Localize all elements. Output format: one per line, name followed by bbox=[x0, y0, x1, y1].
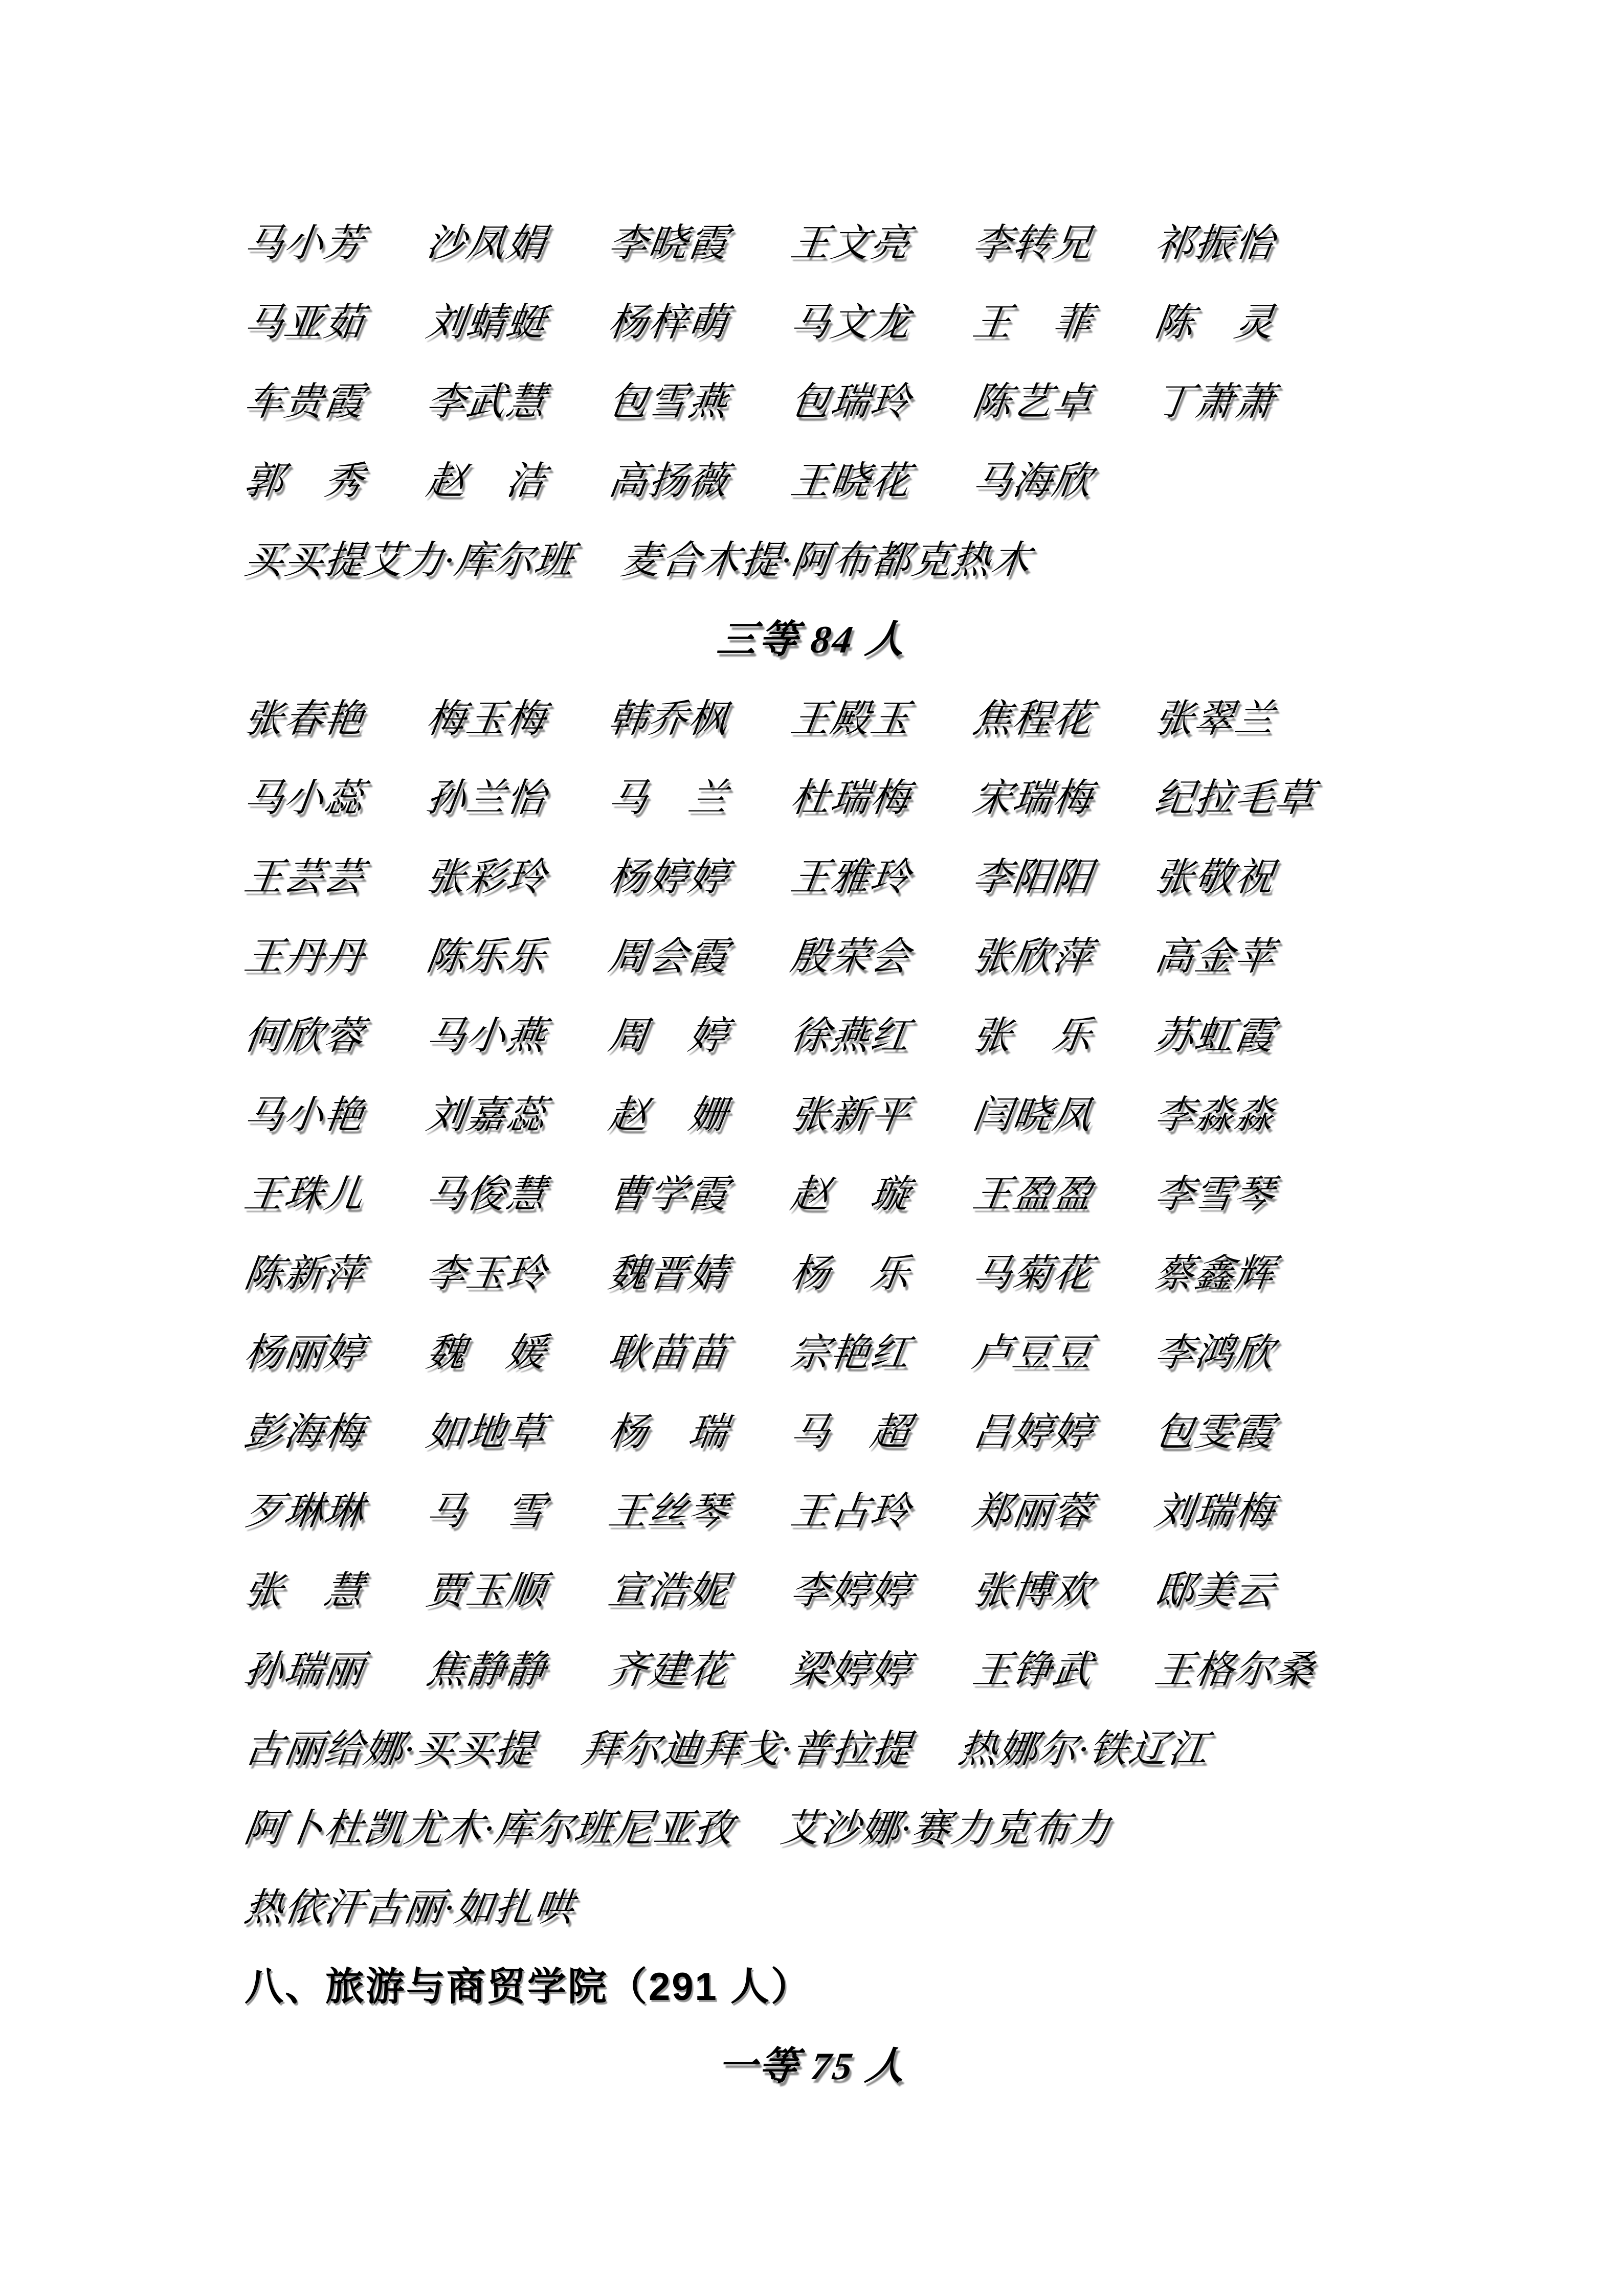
person-name: 古丽给娜·买买提 bbox=[241, 1727, 538, 1771]
person-name: 闫晓凤 bbox=[970, 1093, 1096, 1137]
person-name: 李淼淼 bbox=[1152, 1093, 1278, 1137]
person-name: 王芸芸 bbox=[241, 856, 367, 899]
person-name: 曹学霞 bbox=[606, 1173, 731, 1216]
person-name: 赵 璇 bbox=[788, 1173, 914, 1216]
person-name: 周会霞 bbox=[606, 935, 731, 978]
person-name: 陈新萍 bbox=[241, 1252, 367, 1295]
person-name: 包雪燕 bbox=[606, 380, 731, 423]
person-name: 张翠兰 bbox=[1152, 697, 1278, 740]
person-name: 王晓花 bbox=[788, 459, 914, 503]
tier-heading: 一等 75 人 bbox=[714, 2044, 910, 2088]
person-name: 徐燕红 bbox=[788, 1014, 914, 1057]
person-name: 杜瑞梅 bbox=[788, 776, 914, 820]
person-name: 魏晋婧 bbox=[606, 1252, 731, 1295]
long-name-row bbox=[241, 1709, 1380, 1789]
person-name: 邸美云 bbox=[1152, 1569, 1278, 1612]
person-name: 李玉玲 bbox=[424, 1252, 549, 1295]
person-name: 马小芳 bbox=[241, 221, 367, 265]
person-name: 王丝琴 bbox=[606, 1490, 731, 1533]
person-name: 张彩玲 bbox=[424, 856, 549, 899]
person-name: 宋瑞梅 bbox=[970, 776, 1096, 820]
name-row bbox=[241, 758, 1380, 838]
person-name: 王占玲 bbox=[788, 1490, 914, 1533]
person-name: 纪拉毛草 bbox=[1152, 776, 1318, 820]
person-name: 买买提艾力·库尔班 bbox=[241, 538, 577, 582]
person-name: 杨丽婷 bbox=[241, 1331, 367, 1375]
person-name: 丁萧萧 bbox=[1152, 380, 1278, 423]
person-name: 张博欢 bbox=[970, 1569, 1096, 1612]
person-name: 杨 乐 bbox=[788, 1252, 914, 1295]
person-name: 吕婷婷 bbox=[970, 1410, 1096, 1454]
person-name: 王盈盈 bbox=[970, 1173, 1096, 1216]
person-name: 宣浩妮 bbox=[606, 1569, 731, 1612]
person-name: 杨婷婷 bbox=[606, 856, 731, 899]
name-row bbox=[241, 1234, 1380, 1313]
person-name: 孙兰怡 bbox=[424, 776, 549, 820]
person-name: 贾玉顺 bbox=[424, 1569, 549, 1612]
person-name: 齐建花 bbox=[606, 1648, 731, 1692]
person-name: 马亚茹 bbox=[241, 301, 367, 344]
person-name: 歹琳琳 bbox=[241, 1490, 367, 1533]
name-row bbox=[241, 1551, 1380, 1630]
person-name: 马小蕊 bbox=[241, 776, 367, 820]
person-name: 郭 秀 bbox=[241, 459, 367, 503]
person-name: 李转兄 bbox=[970, 221, 1096, 265]
person-name: 孙瑞丽 bbox=[241, 1648, 367, 1692]
name-row bbox=[241, 1472, 1380, 1551]
person-name: 王格尔桑 bbox=[1152, 1648, 1318, 1692]
person-name: 王殿玉 bbox=[788, 697, 914, 740]
person-name: 刘蜻蜓 bbox=[424, 301, 549, 344]
tier-heading-row bbox=[244, 2027, 1380, 2106]
long-name-row bbox=[241, 1868, 1380, 1947]
name-row bbox=[241, 838, 1380, 917]
name-row bbox=[241, 283, 1380, 362]
person-name: 李雪琴 bbox=[1152, 1173, 1278, 1216]
person-name: 赵 姗 bbox=[606, 1093, 731, 1137]
name-row bbox=[241, 1392, 1380, 1472]
person-name: 马 雪 bbox=[424, 1490, 549, 1533]
person-name: 包雯霞 bbox=[1152, 1410, 1278, 1454]
tier-heading-row bbox=[244, 600, 1380, 679]
tier-heading: 三等 84 人 bbox=[714, 618, 910, 661]
person-name: 张 乐 bbox=[970, 1014, 1096, 1057]
person-name: 马俊慧 bbox=[424, 1173, 549, 1216]
person-name: 张敬祝 bbox=[1152, 856, 1278, 899]
person-name: 车贵霞 bbox=[241, 380, 367, 423]
person-name: 张新平 bbox=[788, 1093, 914, 1137]
person-name: 沙凤娟 bbox=[424, 221, 549, 265]
person-name: 陈 灵 bbox=[1152, 301, 1278, 344]
person-name: 高扬薇 bbox=[606, 459, 731, 503]
person-name: 王铮武 bbox=[970, 1648, 1096, 1692]
name-row bbox=[241, 362, 1380, 441]
person-name: 马菊花 bbox=[970, 1252, 1096, 1295]
person-name: 马 兰 bbox=[606, 776, 731, 820]
person-name: 周 婷 bbox=[606, 1014, 731, 1057]
person-name: 高金苹 bbox=[1152, 935, 1278, 978]
person-name: 马小艳 bbox=[241, 1093, 367, 1137]
section-heading: 八、旅游与商贸学院（291 人） bbox=[244, 1965, 811, 2009]
person-name: 李阳阳 bbox=[970, 856, 1096, 899]
person-name: 殷荣会 bbox=[788, 935, 914, 978]
person-name: 热依汗古丽·如扎哄 bbox=[241, 1886, 577, 1929]
name-row bbox=[241, 1313, 1380, 1392]
person-name: 李婷婷 bbox=[788, 1569, 914, 1612]
person-name: 张春艳 bbox=[241, 697, 367, 740]
person-name: 陈乐乐 bbox=[424, 935, 549, 978]
document-content bbox=[241, 204, 1380, 2106]
person-name: 艾沙娜·赛力克布力 bbox=[778, 1807, 1114, 1850]
person-name: 耿苗苗 bbox=[606, 1331, 731, 1375]
person-name: 拜尔迪拜戈·普拉提 bbox=[579, 1727, 915, 1771]
person-name: 王雅玲 bbox=[788, 856, 914, 899]
person-name: 麦合木提·阿布都克热木 bbox=[618, 538, 1034, 582]
person-name: 何欣蓉 bbox=[241, 1014, 367, 1057]
name-row bbox=[241, 996, 1380, 1075]
person-name: 张欣萍 bbox=[970, 935, 1096, 978]
person-name: 杨梓萌 bbox=[606, 301, 731, 344]
person-name: 王 菲 bbox=[970, 301, 1096, 344]
section-heading-row bbox=[244, 1947, 1380, 2027]
person-name: 马海欣 bbox=[970, 459, 1096, 503]
person-name: 王文亮 bbox=[788, 221, 914, 265]
name-row bbox=[241, 1630, 1380, 1709]
person-name: 如地草 bbox=[424, 1410, 549, 1454]
person-name: 刘嘉蕊 bbox=[424, 1093, 549, 1137]
person-name: 梅玉梅 bbox=[424, 697, 549, 740]
person-name: 赵 洁 bbox=[424, 459, 549, 503]
person-name: 焦程花 bbox=[970, 697, 1096, 740]
person-name: 张 慧 bbox=[241, 1569, 367, 1612]
name-row bbox=[241, 1155, 1380, 1234]
person-name: 刘瑞梅 bbox=[1152, 1490, 1278, 1533]
person-name: 马文龙 bbox=[788, 301, 914, 344]
person-name: 韩乔枫 bbox=[606, 697, 731, 740]
long-name-row bbox=[241, 521, 1380, 600]
name-row bbox=[241, 917, 1380, 996]
person-name: 李武慧 bbox=[424, 380, 549, 423]
person-name: 杨 瑞 bbox=[606, 1410, 731, 1454]
person-name: 马小燕 bbox=[424, 1014, 549, 1057]
person-name: 李晓霞 bbox=[606, 221, 731, 265]
person-name: 热娜尔·铁辽江 bbox=[955, 1727, 1212, 1771]
name-row bbox=[241, 441, 1380, 521]
person-name: 郑丽蓉 bbox=[970, 1490, 1096, 1533]
person-name: 马 超 bbox=[788, 1410, 914, 1454]
name-row bbox=[241, 204, 1380, 283]
person-name: 彭海梅 bbox=[241, 1410, 367, 1454]
person-name: 蔡鑫辉 bbox=[1152, 1252, 1278, 1295]
person-name: 魏 媛 bbox=[424, 1331, 549, 1375]
person-name: 焦静静 bbox=[424, 1648, 549, 1692]
person-name: 卢豆豆 bbox=[970, 1331, 1096, 1375]
name-row bbox=[241, 679, 1380, 758]
person-name: 阿卜杜凯尤木·库尔班尼亚孜 bbox=[241, 1807, 737, 1850]
person-name: 苏虹霞 bbox=[1152, 1014, 1278, 1057]
person-name: 宗艳红 bbox=[788, 1331, 914, 1375]
long-name-row bbox=[241, 1789, 1380, 1868]
person-name: 包瑞玲 bbox=[788, 380, 914, 423]
person-name: 梁婷婷 bbox=[788, 1648, 914, 1692]
name-row bbox=[241, 1075, 1380, 1155]
person-name: 祁振怡 bbox=[1152, 221, 1278, 265]
person-name: 李鸿欣 bbox=[1152, 1331, 1278, 1375]
person-name: 陈艺卓 bbox=[970, 380, 1096, 423]
person-name: 王丹丹 bbox=[241, 935, 367, 978]
person-name: 王珠儿 bbox=[241, 1173, 367, 1216]
